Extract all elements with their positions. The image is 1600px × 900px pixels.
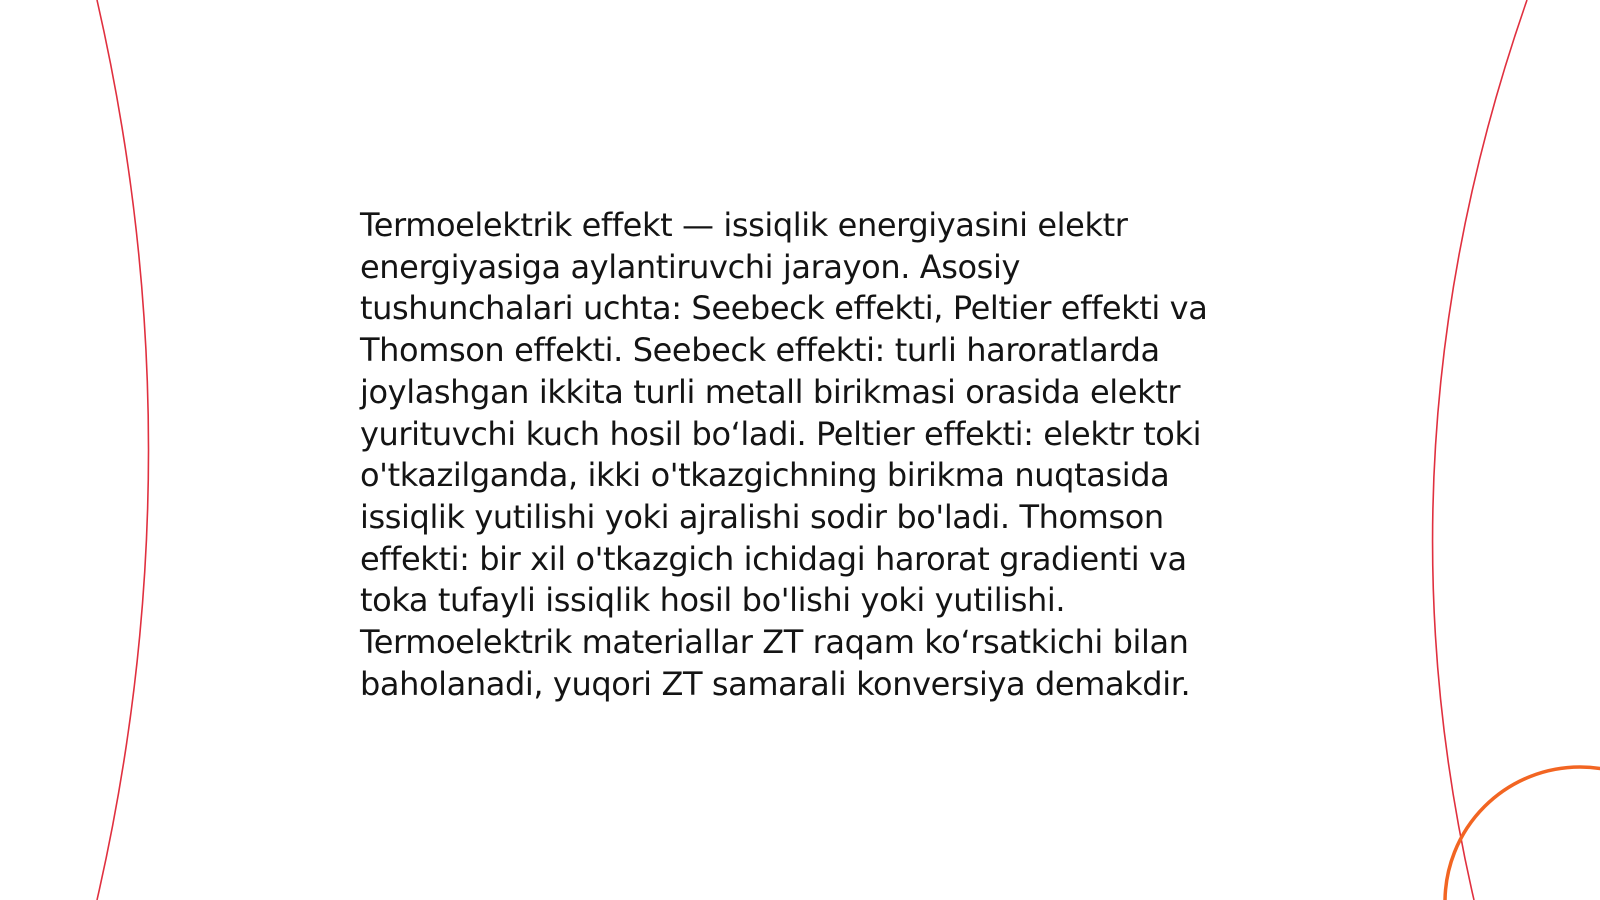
corner-circle bbox=[1445, 767, 1600, 900]
slide-body-text: Termoelektrik effekt — issiqlik energiyasini elektr energiyasiga aylantiruvchi jarayon. Asosiy tushunchalari uchta: Seebeck effekti, Peltier effekti va Thomson effekti. Seebeck effekti: turli haroratlarda joylashgan ikkita turli metall birikmasi orasida elektr yurituvchi kuch hosil bo‘ladi. Peltier effekti: elektr toki o'tkazilganda, ikki o'tkazgichning birikma nuqtasida issiqlik yutilishi yoki ajralishi sodir bo'ladi. Thomson effekti: bir xil o'tkazgich ichidagi harorat gradienti va toka tufayli issiqlik hosil bo'lishi yoki yutilishi. Termoelektrik materiallar ZT raqam ko‘rsatkichi bilan baholanadi, yuqori ZT samarali konversiya demakdir. bbox=[360, 206, 1208, 703]
right-arc-line bbox=[1433, 0, 1527, 900]
left-arc-line bbox=[97, 0, 149, 900]
